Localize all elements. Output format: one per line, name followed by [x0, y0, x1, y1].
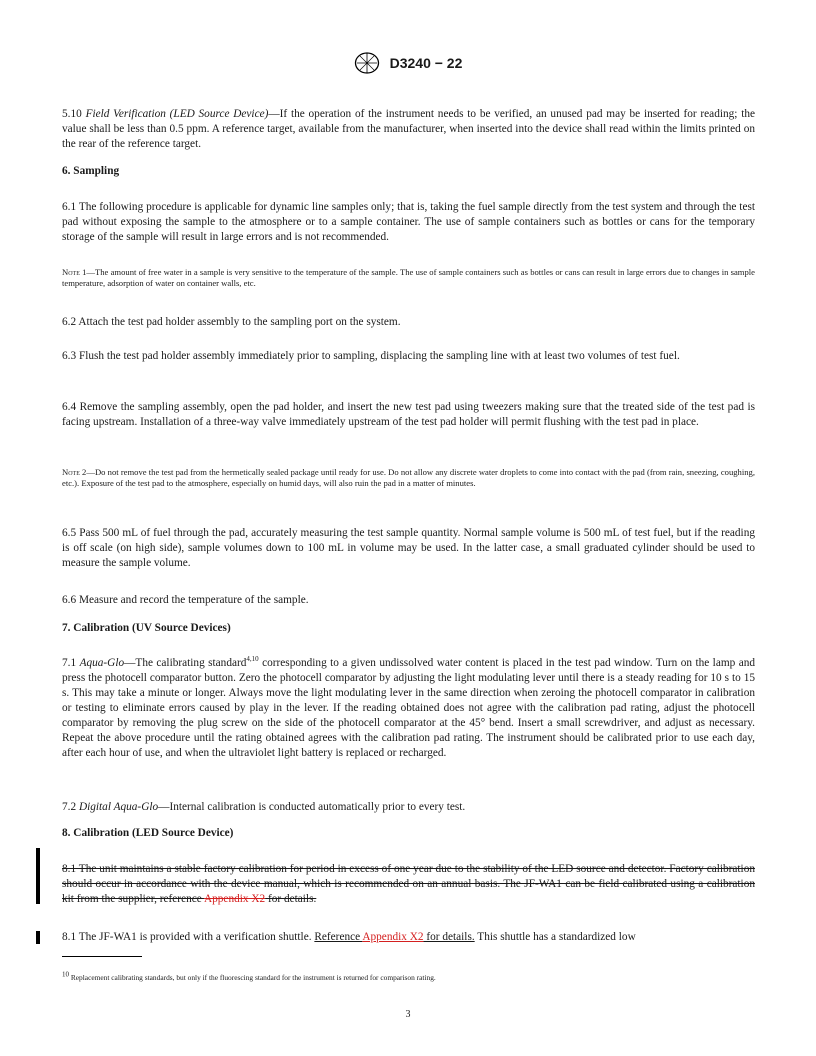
paragraph-7-1: 7.1 Aqua-Glo—The calibrating standard$^{4,10}$ corresponding to a given undissolved water content is placed in the test pad window. Turn on the lamp and press the photocell comparator button. Zero the photocell comparator by adjusting the light modulating lever until there is a steady reading for 10 s to 15 s. This may take a minute or longer. Always move the light modulating lever in the same direction when zeroing the photocell comparator in calibration or testing to eliminate errors caused by play in the lever. If the reading obtained does not agree with the calibration pad rating, adjust the photocell comparator by removing the plug screw on the side of the photocell comparator at the 45° bend. Insert a small screwdriver, and adjust as necessary. Repeat the above procedure until the rating obtained agrees with the calibration pad rating. The instrument should be calibrated prior to use each day, after each hour of use, and when the ultraviolet light battery is replaced or recharged. [62, 655, 756, 759]
heading-calibration-uv: 7. Calibration (UV Source Devices) [62, 622, 231, 634]
paragraph-8-1-deleted: 8.1 The unit maintains a stable factory calibration for period in excess of one year due to the stability of the LED source and detector. Factory calibration should occur in accordance with the device manual, which is recommended on an annual basis. The JF-WA1 can be field calibrated using a calibration kit from the supplier, reference Appendix X2 for details. [62, 863, 755, 905]
footnote-10: $^{10}$ Replacement calibrating standards, but only if the fluorescing standard for the instrument is returned for comparison rating. [62, 970, 436, 982]
appendix-x2-link[interactable]: Appendix X2 [362, 931, 424, 943]
revision-change-bar-2 [36, 931, 40, 944]
appendix-x2-link-deleted[interactable]: Appendix X2 [203, 893, 266, 905]
paragraph-6-1: 6.1 The following procedure is applicable for dynamic line samples only; that is, taking the fuel sample directly from the test system and through the test pad without exposing the sample to the atmosphere or to a sample container. The use of sample containers such as bottles or cans for the temporary storage of the sample will result in large errors and is not recommended. [62, 201, 755, 243]
document-id: D3240 − 22 [389, 55, 463, 71]
paragraph-6-6: 6.6 Measure and record the temperature of the sample. [62, 594, 309, 606]
paragraph-6-2: 6.2 Attach the test pad holder assembly to the sampling port on the system. [62, 316, 401, 328]
paragraph-8-1: 8.1 The JF-WA1 is provided with a verification shuttle. Reference Appendix X2 for details. This shuttle has a standardized low [62, 931, 636, 943]
paragraph-7-2: 7.2 Digital Aqua-Glo—Internal calibration is conducted automatically prior to every test. [62, 801, 466, 813]
paragraph-6-3: 6.3 Flush the test pad holder assembly immediately prior to sampling, displacing the sampling line with at least two volumes of test fuel. [62, 350, 680, 362]
paragraph-6-4: 6.4 Remove the sampling assembly, open the pad holder, and insert the new test pad using tweezers making sure that the treated side of the test pad is facing upstream. Installation of a three-way valve immediately upstream of the test pad holder will permit flushing with the test pad in place. [62, 401, 755, 428]
astm-logo-icon [354, 52, 380, 74]
footnote-divider [62, 956, 142, 957]
page-header [0, 52, 816, 74]
paragraph-7-2-title: Digital Aqua-Glo [78, 801, 159, 813]
paragraph-7-1-title: Aqua-Glo [79, 657, 125, 669]
revision-change-bar [36, 848, 40, 904]
paragraph-6-5: 6.5 Pass 500 mL of fuel through the pad, accurately measuring the test sample quantity. Normal sample volume is 500 mL of test fuel, but if the reading is off scale (on high side), sample volumes down to 100 mL in volume may be used. In the latter case, a small graduated cylinder should be used to measure the sample volume. [62, 527, 755, 569]
note-2: Note 2—Do not remove the test pad from the hermetically sealed package until ready for use. Do not allow any discrete water droplets to come into contact with the pad (from rain, sneezing, coughing, etc.). Exposure of the test pad to the atmosphere, especially on humid days, will also ruin the pad in a matter of minutes. [62, 467, 755, 488]
note-1: Note 1—The amount of free water in a sample is very sensitive to the temperature of the sample. The use of sample containers such as bottles or cans can result in large errors due to changes in sample temperature, adsorption of water on container walls, etc. [62, 267, 755, 288]
footnote-ref: 4,10 [246, 655, 259, 664]
heading-sampling: 6. Sampling [62, 165, 120, 177]
page-number: 3 [405, 1009, 411, 1020]
paragraph-5-10: 5.10 Field Verification (LED Source Device)—If the operation of the instrument needs to be verified, an unused pad may be inserted for reading; the value shall be less than 0.5 ppm. A reference target, available from the manufacturer, when inserted into the device shall read within the limits printed on the rear of the reference target. [62, 108, 755, 150]
heading-calibration-led: 8. Calibration (LED Source Device) [62, 827, 234, 839]
paragraph-5-10-title: Field Verification (LED Source Device) [85, 108, 269, 120]
